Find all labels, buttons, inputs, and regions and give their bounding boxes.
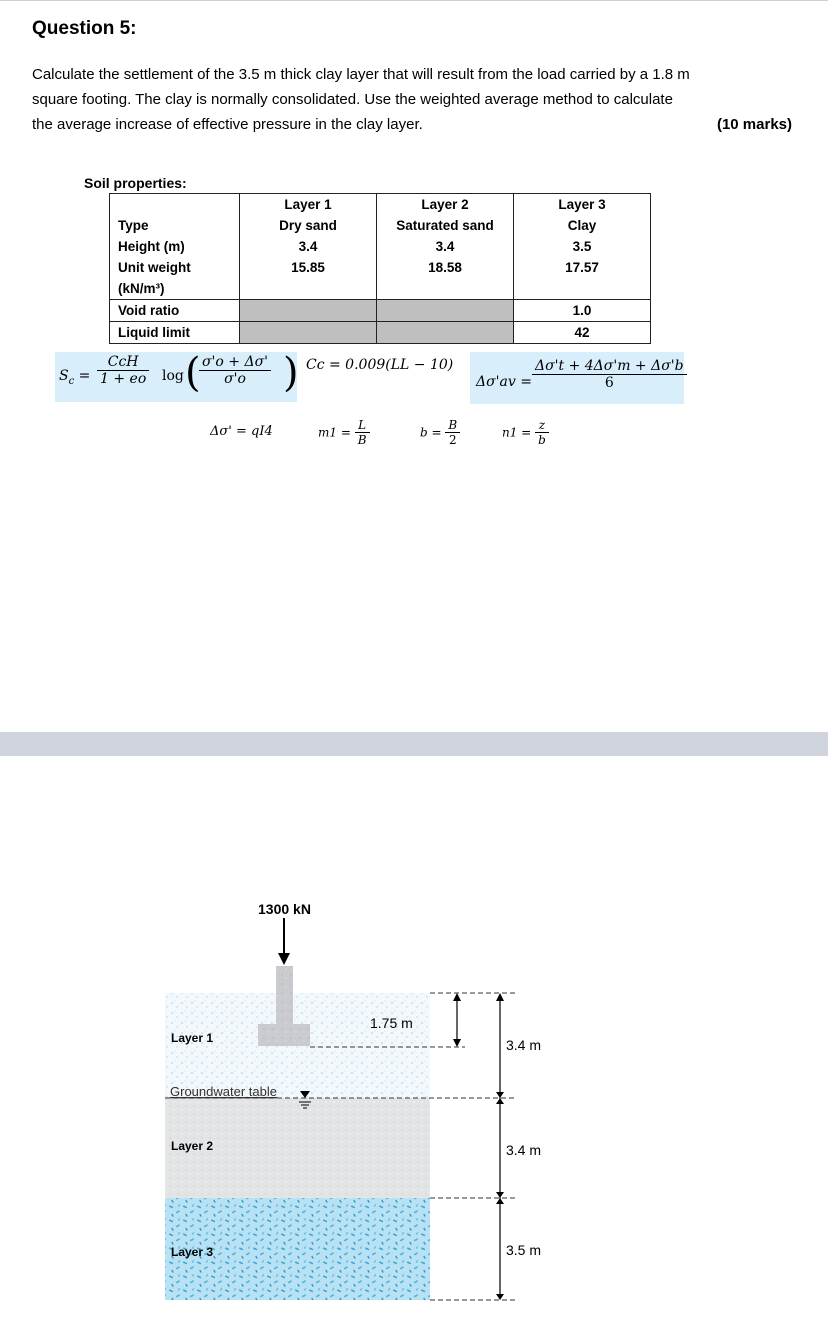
settlement-denominator: 1 + eo (100, 371, 147, 387)
table-row (110, 322, 651, 344)
row-label-height: Height (m) (110, 236, 240, 257)
settlement-lhs: $S_c$ = (59, 368, 91, 387)
soil-properties-title: Soil properties: (84, 175, 187, 191)
question-line-3: the average increase of effective pressure in the clay layer. (32, 116, 423, 133)
log-numerator: σ'o + Δσ' (199, 354, 271, 371)
unit-weight-label: Unit weight (118, 260, 191, 275)
row-label-void-ratio: Void ratio (110, 300, 240, 322)
footing-depth-dimension (453, 993, 461, 1047)
average-stress-equation (470, 352, 684, 404)
layer-3-height: 3.5 (514, 236, 651, 257)
b-equation: b = $\frac{B}{2}$ (420, 418, 460, 447)
left-paren: ( (185, 350, 201, 396)
layer-2-type: Saturated sand (377, 215, 514, 236)
layer-1-label: Layer 1 (171, 1031, 214, 1045)
layer-2-thickness: 3.4 m (506, 1142, 542, 1158)
layer-2-label: Layer 2 (171, 1139, 214, 1153)
row-label-unit-weight (110, 257, 240, 300)
table-row (110, 194, 651, 216)
marks-label: (10 marks) (716, 116, 792, 133)
layer-3-type: Clay (514, 215, 651, 236)
question-line-1: Calculate the settlement of the 3.5 m thick clay layer that will result from the load carried by a 1.8 m (32, 66, 690, 83)
average-numerator: Δσ't + 4Δσ'm + Δσ'b (532, 358, 687, 375)
table-row (110, 215, 651, 236)
average-lhs: Δσ'av = (476, 374, 532, 390)
soil-properties-table (109, 193, 651, 344)
layer-1-height: 3.4 (240, 236, 377, 257)
layer-2-liquid-limit (377, 322, 514, 344)
soil-profile-figure (0, 880, 828, 1320)
cc-equation: Cc = 0.009(LL − 10) (306, 357, 454, 373)
layer-3-header: Layer 3 (514, 194, 651, 216)
layer-3-label: Layer 3 (171, 1245, 214, 1259)
row-label-liquid-limit: Liquid limit (110, 322, 240, 344)
load-arrow (278, 918, 290, 965)
log-fraction (199, 354, 271, 387)
unit-weight-units: (kN/m³) (118, 281, 165, 296)
layer-3-unit-weight: 17.57 (514, 257, 651, 300)
thickness-dimension (496, 993, 504, 1300)
log-label: log (162, 368, 184, 384)
layer-1-unit-weight: 15.85 (240, 257, 377, 300)
settlement-fraction (97, 354, 149, 387)
question-line-2: square footing. The clay is normally consolidated. Use the weighted average method to calculate (32, 91, 673, 108)
average-denominator: 6 (604, 375, 614, 391)
layer-1-void-ratio (240, 300, 377, 322)
layer-2-unit-weight: 18.58 (377, 257, 514, 300)
section-divider-band (0, 732, 828, 756)
groundwater-label: Groundwater table (170, 1084, 277, 1099)
layer-2-height: 3.4 (377, 236, 514, 257)
settlement-equation (55, 352, 297, 402)
table-row (110, 300, 651, 322)
layer-1-thickness: 3.4 m (506, 1037, 542, 1053)
average-fraction (532, 358, 687, 391)
table-row (110, 236, 651, 257)
n1-equation: n1 = $\frac{z}{b}$ (502, 418, 549, 447)
top-divider (0, 0, 828, 1)
table-row (110, 257, 651, 300)
table-cell-blank (110, 194, 240, 216)
footing-depth-label: 1.75 m (370, 1015, 413, 1031)
right-paren: ) (283, 350, 299, 396)
question-title: Question 5: (32, 18, 137, 39)
layer-1-type: Dry sand (240, 215, 377, 236)
layer-3-void-ratio: 1.0 (514, 300, 651, 322)
row-label-type: Type (110, 215, 240, 236)
layer-1-liquid-limit (240, 322, 377, 344)
layer-3-thickness: 3.5 m (506, 1242, 542, 1258)
layer-1-header: Layer 1 (240, 194, 377, 216)
question-line-3-row (32, 112, 792, 137)
load-label: 1300 kN (258, 901, 311, 917)
layer-2-void-ratio (377, 300, 514, 322)
settlement-numerator: CcH (97, 354, 149, 371)
m1-equation: m1 = $\frac{L}{B}$ (318, 418, 370, 447)
layer-2-header: Layer 2 (377, 194, 514, 216)
question-text (32, 62, 792, 137)
layer-3-liquid-limit: 42 (514, 322, 651, 344)
stress-increase-equation: Δσ' = qI4 (210, 424, 273, 439)
log-denominator: σ'o (224, 371, 246, 387)
